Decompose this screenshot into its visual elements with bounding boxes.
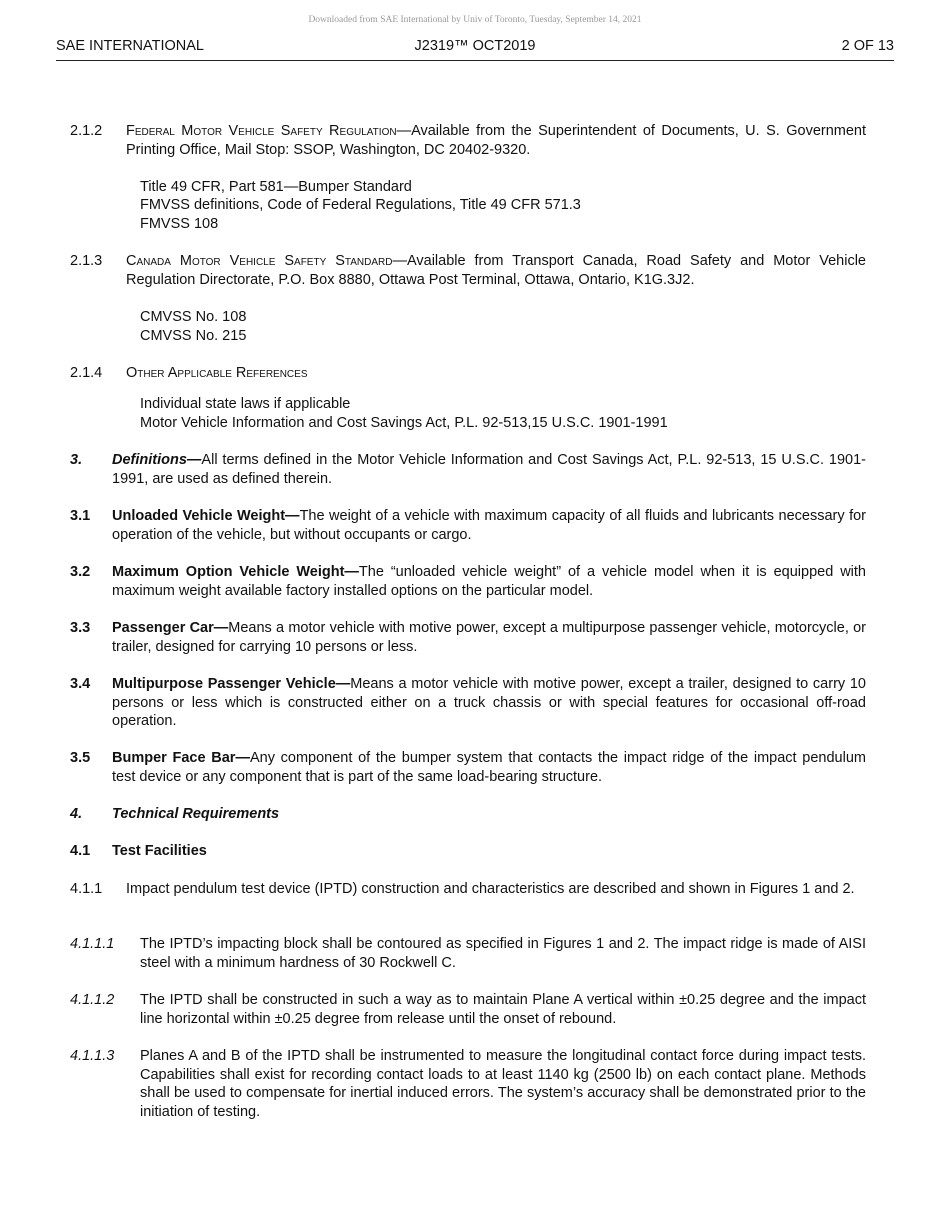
header-doc-id: J2319™ OCT2019: [414, 38, 536, 54]
section-text: Impact pendulum test device (IPTD) construction and characteristics are described and shown in Figures 1 and 2.: [126, 881, 855, 897]
section-number: 3.4: [70, 676, 91, 692]
section-paragraph: [126, 252, 866, 289]
section-text: Any component of the bumper system that contacts the impact ridge of the impact pendulum test device or any component that is part of the same load-bearing structure.: [112, 750, 866, 785]
section-text: Means a motor vehicle with motive power, except a trailer, designed to carry 10 persons or less which is constructed either on a truck chassis or with special features for occasional off-road operation.: [112, 676, 866, 730]
section-number: 2.1.3: [70, 253, 103, 269]
section-paragraph: [112, 563, 866, 600]
section-paragraph: [112, 619, 866, 656]
section-title: Other Applicable References: [126, 365, 308, 381]
section-title: Federal Motor Vehicle Safety Regulation: [126, 123, 397, 139]
section-text: —Available from Transport Canada, Road Safety and Motor Vehicle Regulation Directorate, P.O. Box 8880, Ottawa Post Terminal, Ottawa, Ontario, K1G.3J2.: [126, 253, 866, 288]
header-page-number: 2 OF 13: [841, 38, 894, 54]
section-title: Canada Motor Vehicle Safety Standard: [126, 253, 393, 269]
section-number: 3.: [70, 452, 83, 468]
reference-item: Motor Vehicle Information and Cost Savings Act, P.L. 92-513,15 U.S.C. 1901-1991: [140, 415, 668, 431]
section-number: 4.1.1.2: [70, 992, 115, 1008]
section-text: Means a motor vehicle with motive power, except a multipurpose passenger vehicle, motorcycle, or trailer, designed for carrying 10 persons or less.: [112, 620, 866, 655]
section-text: —Available from the Superintendent of Documents, U. S. Government Printing Office, Mail Stop: SSOP, Washington, DC 20402-9320.: [126, 123, 867, 158]
reference-item: Title 49 CFR, Part 581—Bumper Standard: [140, 179, 412, 195]
section-number: 3.1: [70, 508, 91, 524]
section-title: Definitions—: [112, 452, 202, 468]
header-org: SAE INTERNATIONAL: [56, 38, 204, 54]
section-title: Multipurpose Passenger Vehicle—: [112, 676, 351, 692]
download-notice: Downloaded from SAE International by Univ of Toronto, Tuesday, September 14, 2021: [308, 15, 642, 25]
section-title: Test Facilities: [112, 843, 207, 859]
section-title: Technical Requirements: [112, 806, 280, 822]
section-text: The weight of a vehicle with maximum capacity of all fluids and lubricants necessary for operation of the vehicle, but without occupants or cargo.: [112, 508, 866, 543]
section-title: Unloaded Vehicle Weight—: [112, 508, 300, 524]
reference-item: Individual state laws if applicable: [140, 396, 351, 412]
section-text: The “unloaded vehicle weight” of a vehicle model when it is equipped with maximum weight available factory installed options on the particular model.: [112, 564, 866, 599]
reference-item: CMVSS No. 108: [140, 309, 247, 325]
section-paragraph: [112, 451, 866, 488]
reference-item: FMVSS 108: [140, 216, 219, 232]
section-number: 3.2: [70, 564, 91, 580]
section-number: 4.1.1.1: [70, 936, 115, 952]
reference-item: FMVSS definitions, Code of Federal Regulations, Title 49 CFR 571.3: [140, 197, 581, 213]
section-text: The IPTD shall be constructed in such a way as to maintain Plane A vertical within ±0.25 degree and the impact line horizontal within ±0.25 degree from release until the onset of rebound.: [140, 992, 866, 1027]
section-number: 4.: [70, 806, 83, 822]
section-paragraph: [112, 749, 866, 786]
section-number: 4.1: [70, 843, 91, 859]
section-paragraph: [126, 122, 866, 159]
section-paragraph: [112, 507, 866, 544]
reference-item: CMVSS No. 215: [140, 328, 247, 344]
section-number: 3.5: [70, 750, 91, 766]
section-text: All terms defined in the Motor Vehicle Information and Cost Savings Act, P.L. 92-513, 15 U.S.C. 1901-1991, are used as defined therein.: [112, 452, 866, 487]
section-number: 4.1.1.3: [70, 1048, 115, 1064]
section-number: 3.3: [70, 620, 91, 636]
section-title: Maximum Option Vehicle Weight—: [112, 564, 359, 580]
section-title: Passenger Car—: [112, 620, 229, 636]
section-number: 2.1.2: [70, 123, 103, 139]
section-number: 2.1.4: [70, 365, 103, 381]
section-paragraph: [112, 675, 866, 731]
section-text: The IPTD’s impacting block shall be contoured as specified in Figures 1 and 2. The impact ridge is made of AISI steel with a minimum hardness of 30 Rockwell C.: [140, 936, 866, 971]
section-title: Bumper Face Bar—: [112, 750, 250, 766]
section-number: 4.1.1: [70, 881, 103, 897]
section-text: Planes A and B of the IPTD shall be instrumented to measure the longitudinal contact force during impact tests. Capabilities shall exist for recording contact loads to at least 1140 kg (2500 lb) on each contact plane. Methods shall be used to compensate for inertial induced errors. The system’s accuracy shall be demonstrated prior to the initiation of testing.: [140, 1048, 866, 1120]
page-header: [56, 38, 894, 61]
